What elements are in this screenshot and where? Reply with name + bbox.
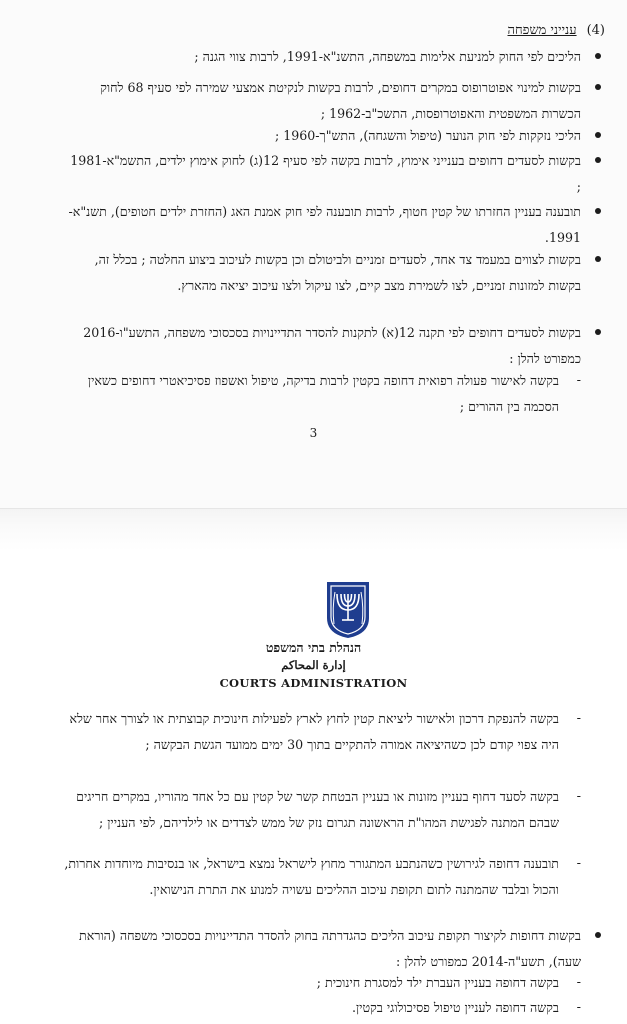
org-name-english: COURTS ADMINISTRATION [219, 676, 408, 690]
list-item-text: בקשות למינוי אפוטרופוס במקרים דחופים, לרבות בקשות לנקיטת אמצעי שמירה לפי סעיף 68 לחוק הכשרות המשפטית והאפוטרופסות, התשכ"ב-1962 ; [100, 80, 581, 121]
org-name-arabic: إدارة المحاكم [281, 658, 346, 672]
dash-icon: - [576, 789, 581, 804]
section-heading [508, 22, 606, 38]
sub-list-item-text: בקשה להנפקת דרכון ולאישור ליציאת קטין לחוץ לארץ לפעילות חינוכית קבוצתית או לצורך אחר שלא היה צפוי קודם לכן כשהיציאה אמורה להתקיים בתוך 30 ימים ממועד הגשת הבקשה ; [69, 711, 559, 752]
bullet-icon [595, 208, 601, 214]
list-item [66, 199, 581, 251]
list-item [66, 123, 581, 149]
list-item [66, 247, 581, 299]
sub-list-item [59, 851, 581, 903]
list-item [66, 923, 581, 975]
org-name-hebrew: הנהלת בתי המשפט [265, 640, 362, 655]
section-title: ענייני משפחה [507, 23, 577, 38]
sub-list-item [59, 706, 581, 758]
sub-list-item-text: בקשה לאישור פעולה רפואית דחופה בקטין לרבות בדיקה, טיפול ואשפוז פסיכיאטרי דחופים כשאין הסכמה בין ההורים ; [87, 373, 559, 414]
list-item [66, 148, 581, 200]
bullet-icon [595, 132, 601, 138]
dash-icon: - [576, 856, 581, 871]
list-item-text: בקשות לסעדים דחופים בענייני אימוץ, לרבות בקשה לפי סעיף 12(ג) לחוק אימוץ ילדים, התשמ"א-1981 ; [70, 153, 581, 194]
list-item-text: בקשות דחופות לקיצור תקופת עיכוב הליכים כהגדרתה בחוק להסדר התדיינויות בסכסוכי משפחה (הוראת שעה), תשע"ה-2014 כמפורט להלן : [79, 928, 581, 969]
page-number: 3 [309, 426, 318, 440]
dash-icon: - [576, 975, 581, 990]
bullet-icon [595, 157, 601, 163]
list-item-text: הליכי נזקקות לפי חוק הנוער (טיפול והשגחה), התש"ך-1960 ; [274, 128, 581, 143]
sub-list-item [139, 970, 581, 996]
sub-list-item [59, 784, 581, 836]
page-separator [0, 508, 627, 551]
list-item [66, 320, 581, 372]
list-item [66, 44, 581, 70]
sub-list-item [139, 995, 581, 1021]
list-item-text: תובענה בעניין החזרתו של קטין חטוף, לרבות תובענה לפי חוק אמנת האג (החזרת ילדים חטופים), תשנ"א- 1991. [68, 204, 581, 245]
sub-list-item [59, 368, 581, 420]
sub-list-item-text: תובענה דחופה לגירושין כשהנתבע המתגורר מחוץ לישראל נמצא בישראל, או בנסיבות מיוחדות אחרות, והכול ובלבד שהמתנה לתום תקופת עיכוב ההליכים עשויה למנוע את התרת הנישואין. [64, 856, 559, 897]
bullet-icon [595, 329, 601, 335]
list-item [66, 75, 581, 127]
list-item-text: הליכים לפי החוק למניעת אלימות במשפחה, התשנ"א-1991, לרבות צווי הגנה ; [194, 49, 581, 64]
bullet-icon [595, 256, 601, 262]
sub-list-item-text: בקשה דחופה בעניין העברת ילד למסגרת חינוכית ; [316, 975, 559, 990]
section-number: (4) [586, 23, 605, 38]
list-item-text: בקשות לצווים במעמד צד אחד, לסעדים זמניים ולביטולם וכן בקשות לעיכוב ביצוע החלטה ; בכלל זה, בקשות למזונות זמניים, לצו לשמירת מצב קיים, לצו עיקול ולצו עיכוב יציאה מהארץ. [94, 252, 581, 293]
dash-icon: - [576, 1000, 581, 1015]
dash-icon: - [576, 711, 581, 726]
bullet-icon [595, 932, 601, 938]
sub-list-item-text: בקשה לסעד דחוף בעניין מזונות או בעניין הבטחת קשר של קטין עם כל אחד מהוריו, במקרים חריגים שבהם המתנה לפגישת המהו"ת הראשונה תגרום נזק של ממש לצדדים או לילדיהם, לפי העניין ; [76, 789, 559, 830]
dash-icon: - [576, 373, 581, 388]
state-emblem-icon [323, 578, 373, 640]
bullet-icon [595, 84, 601, 90]
list-item-text: בקשות לסעדים דחופים לפי תקנה 12(א) לתקנות להסדר התדיינויות בסכסוכי משפחה, התשע"ו-2016 כמפורט להלן : [83, 325, 581, 366]
sub-list-item-text: בקשה דחופה לעניין טיפול פסיכולוגי בקטין. [351, 1000, 559, 1015]
bullet-icon [595, 53, 601, 59]
